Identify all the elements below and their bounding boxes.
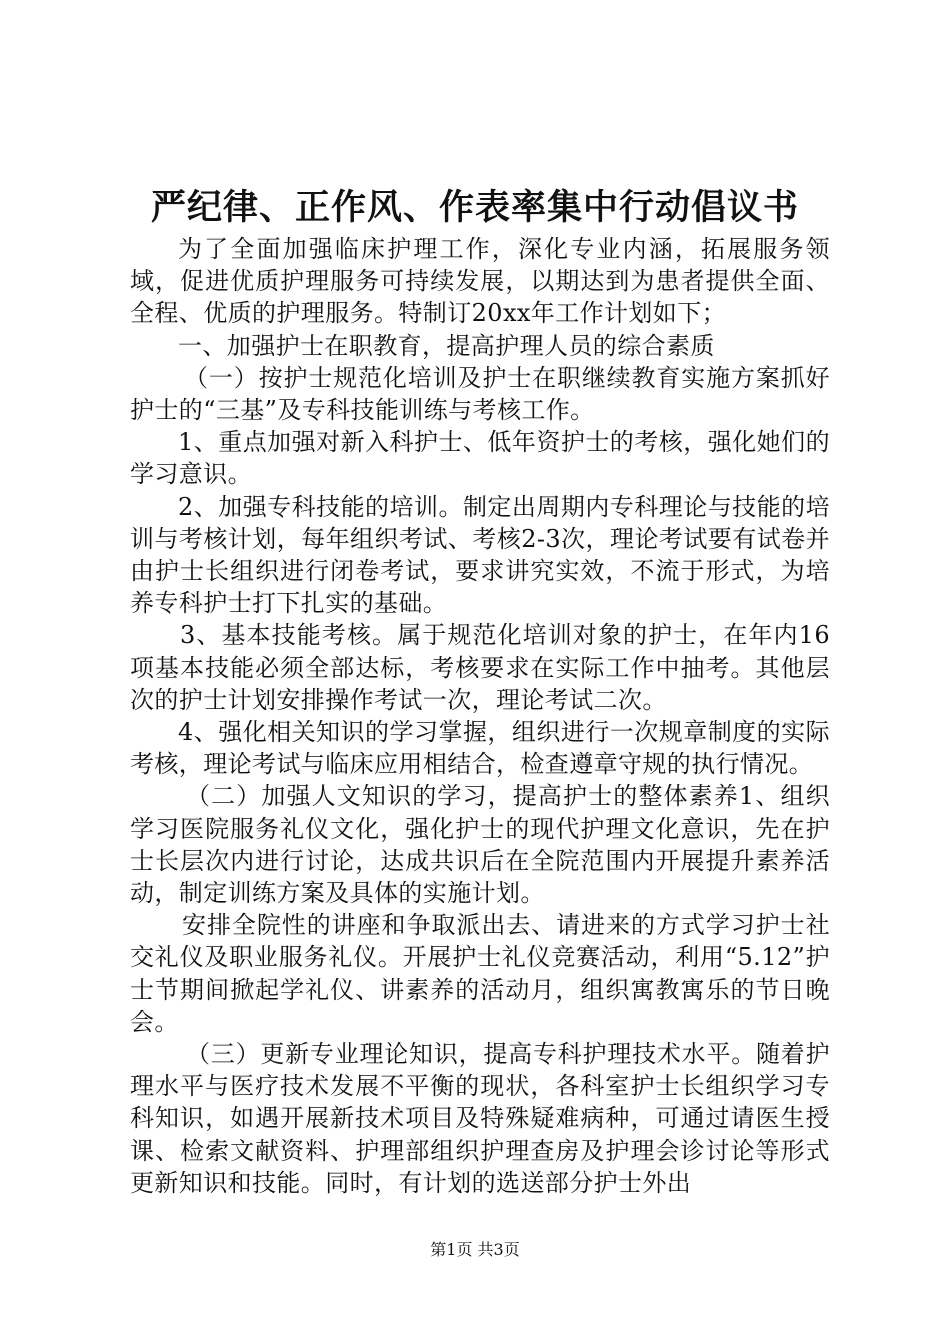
document-body: [130, 233, 830, 1199]
paragraph-intro: 为了全面加强临床护理工作，深化专业内涵，拓展服务领域，促进优质护理服务可持续发展，以期达到为患者提供全面、全程、优质的护理服务。特制订20xx年工作计划如下；: [130, 235, 830, 328]
subsection-heading-2: （二）加强人文知识的学习，提高护士的整体素养1、组织学习医院服务礼仪文化，强化护士的现代护理文化意识，先在护士长层次内进行讨论，达成共识后在全院范围内开展提升素养活动，制定训练方案及具体的实施计划。: [130, 782, 830, 908]
paragraph-item-3: 3、基本技能考核。属于规范化培训对象的护士，在年内16项基本技能必须全部达标，考核要求在实际工作中抽考。其他层次的护士计划安排操作考试一次，理论考试二次。: [130, 621, 830, 714]
subsection-heading-1: （一）按护士规范化培训及护士在职继续教育实施方案抓好护士的“三基”及专科技能训练与考核工作。: [130, 363, 830, 425]
paragraph-item-1: 1、重点加强对新入科护士、低年资护士的考核，强化她们的学习意识。: [130, 428, 830, 489]
document-title: 严纪律、正作风、作表率集中行动倡议书: [150, 188, 799, 228]
section-heading-1: 一、加强护士在职教育，提高护理人员的综合素质: [178, 331, 715, 360]
subsection-heading-3: （三）更新专业理论知识，提高专科护理技术水平。随着护理水平与医疗技术发展不平衡的现状，各科室护士长组织学习专科知识，如遇开展新技术项目及特殊疑难病种，可通过请医生授课、检索文献资料、护理部组织护理查房及护理会诊讨论等形式更新知识和技能。同时，有计划的选送部分护士外出: [130, 1040, 830, 1197]
paragraph-item-2: 2、加强专科技能的培训。制定出周期内专科理论与技能的培训与考核计划，每年组织考试、考核2-3次，理论考试要有试卷并由护士长组织进行闭卷考试，要求讲究实效，不流于形式，为培养专科护士打下扎实的基础。: [130, 492, 830, 618]
page-number: 第1页 共3页: [430, 1240, 520, 1259]
paragraph-item-4: 4、强化相关知识的学习掌握，组织进行一次规章制度的实际考核，理论考试与临床应用相结合，检查遵章守规的执行情况。: [130, 718, 830, 779]
paragraph-etiquette: 安排全院性的讲座和争取派出去、请进来的方式学习护士社交礼仪及职业服务礼仪。开展护士礼仪竞赛活动，利用“5.12”护士节期间掀起学礼仪、讲素养的活动月，组织寓教寓乐的节日晚会。: [130, 911, 830, 1036]
